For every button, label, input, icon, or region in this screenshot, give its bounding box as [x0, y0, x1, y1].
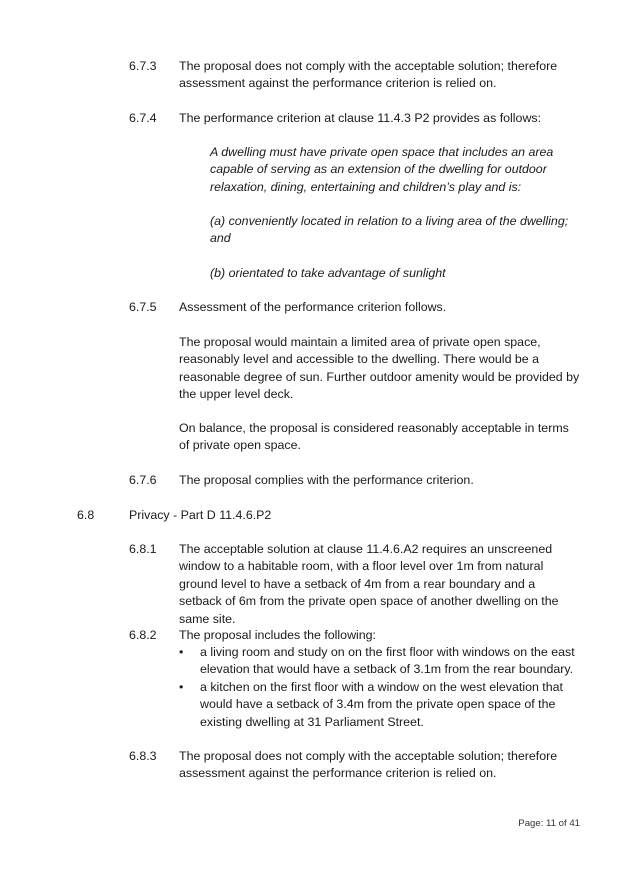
- clause-text-6-8-1: The acceptable solution at clause 11.4.6.A2 requires an unscreened window to a habitable room, with a floor level over 1m from natural ground level to have a setback of 4m from a rear boundary and a setback of 6m from the private open space of another dwelling on the same site.: [179, 542, 559, 626]
- assessment-paragraph-2: On balance, the proposal is considered reasonably acceptable in terms of private open space.: [179, 421, 569, 453]
- clause-text-6-7-4: The performance criterion at clause 11.4.3 P2 provides as follows:: [179, 111, 542, 125]
- list-item-text: a kitchen on the first floor with a window on the west elevation that would have a setback of 3.4m from the private open space of the existing dwelling at 31 Parliament Street.: [200, 679, 563, 729]
- proposal-bullet-list: [179, 644, 581, 731]
- bullet-icon: •: [179, 679, 184, 694]
- clause-text-6-8-2: The proposal includes the following:: [179, 628, 376, 642]
- list-item: [179, 679, 581, 731]
- bullet-icon: •: [179, 645, 184, 659]
- quote-paragraph-1: A dwelling must have private open space that includes an area capable of serving as an extension of the dwelling for outdoor relaxation, dining, entertaining and children’s play and is:: [210, 145, 554, 194]
- clause-number-6-8-1: 6.8.1: [129, 542, 157, 556]
- clause-number-6-7-6: 6.7.6: [129, 473, 157, 487]
- clause-number-6-8-2: 6.8.2: [129, 628, 157, 642]
- section-heading-6-8: Privacy - Part D 11.4.6.P2: [129, 508, 272, 522]
- list-item: [179, 644, 581, 679]
- clause-number-6-7-4: 6.7.4: [129, 111, 157, 125]
- clause-number-6-7-5: 6.7.5: [129, 300, 157, 314]
- clause-number-6-8-3: 6.8.3: [129, 749, 157, 763]
- clause-text-6-7-6: The proposal complies with the performance criterion.: [179, 473, 474, 487]
- clause-text-6-7-3: The proposal does not comply with the acceptable solution; therefore assessment against the performance criterion is relied on.: [179, 59, 558, 91]
- section-number-6-8: 6.8: [77, 508, 95, 522]
- clause-text-6-8-3: The proposal does not comply with the acceptable solution; therefore assessment against the performance criterion is relied on.: [179, 749, 558, 781]
- list-item-text: a living room and study on on the first floor with windows on the east elevation that would have a setback of 3.1m from the rear boundary.: [200, 645, 575, 677]
- clause-number-6-7-3: 6.7.3: [129, 59, 157, 73]
- quote-paragraph-3: (b) orientated to take advantage of sunlight: [210, 266, 446, 280]
- assessment-paragraph-1: The proposal would maintain a limited area of private open space, reasonably level and accessible to the dwelling. There would be a reasonable degree of sun. Further outdoor amenity would be provided by the upper level deck.: [179, 335, 580, 402]
- page-number: Page: 11 of 41: [518, 818, 580, 829]
- quote-paragraph-2: (a) conveniently located in relation to a living area of the dwelling; and: [210, 214, 569, 246]
- clause-text-6-7-5: Assessment of the performance criterion follows.: [179, 300, 447, 314]
